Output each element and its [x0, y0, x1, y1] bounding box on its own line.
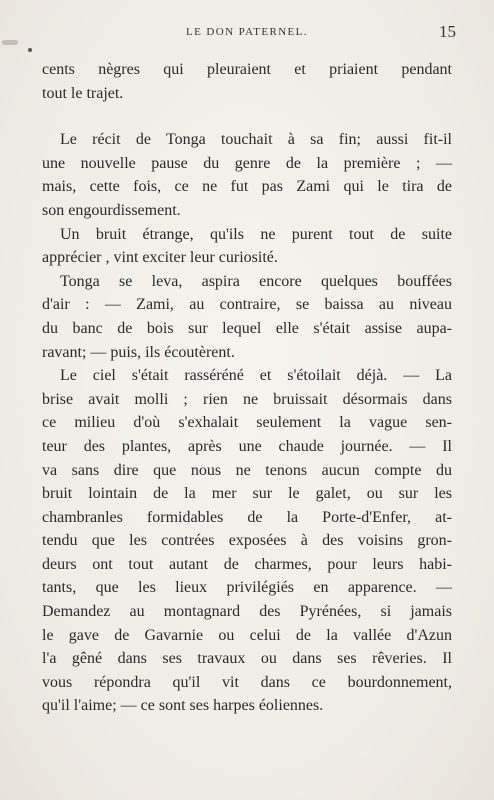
- page-number: 15: [439, 22, 456, 41]
- running-title: LE DON PATERNEL.: [186, 26, 308, 38]
- text-line: tout le trajet.: [42, 84, 124, 102]
- text-line: vous répondra qu'il vit dans ce bourdonnement,: [42, 673, 452, 691]
- running-head: [38, 22, 456, 42]
- text-line: Tonga se leva, aspira encore quelques bouffées: [60, 272, 452, 290]
- text-line: deurs ont tout autant de charmes, pour leurs habi-: [42, 555, 452, 573]
- paragraph-1: [42, 58, 452, 105]
- text-line: brise avait molli ; rien ne bruissait désormais dans: [42, 390, 452, 408]
- text-line: du banc de bois sur lequel elle s'était assise aupa-: [42, 319, 452, 337]
- text-line: Le ciel s'était rasséréné et s'étoilait déjà. — La: [60, 367, 452, 385]
- text-line: ce milieu d'où s'exhalait seulement la vague sen-: [42, 414, 452, 432]
- paragraph-5: [42, 364, 452, 718]
- text-line: Le récit de Tonga touchait à sa fin; aussi fit-il: [60, 131, 452, 149]
- text-line: le gave de Gavarnie ou celui de la vallée d'Azun: [42, 626, 452, 644]
- paragraph-4: [42, 270, 452, 364]
- text-line: tants, que les lieux privilégiés en apparence. —: [42, 579, 452, 597]
- paragraph-3: [42, 223, 452, 270]
- text-line: une nouvelle pause du genre de la première ; —: [42, 154, 452, 172]
- body-text: [42, 58, 452, 718]
- ink-smudge: [2, 40, 18, 45]
- text-line: son engourdissement.: [42, 201, 181, 219]
- text-line: teur des plantes, après une chaude journée. — Il: [42, 437, 452, 455]
- text-line: tendu que les contrées exposées à des voisins gron-: [42, 532, 452, 550]
- text-line: Demandez au montagnard des Pyrénées, si jamais: [42, 603, 452, 621]
- text-line: chambranles formidables de la Porte-d'Enfer, at-: [42, 508, 452, 526]
- text-line: va sans dire que nous ne tenons aucun compte du: [42, 461, 452, 479]
- ink-dot: [28, 48, 32, 52]
- text-line: cents nègres qui pleuraient et priaient pendant: [42, 61, 452, 78]
- text-line: Un bruit étrange, qu'ils ne purent tout de suite: [60, 225, 452, 243]
- text-line: ravant; — puis, ils écoutèrent.: [42, 343, 235, 361]
- paragraph-2: [42, 128, 452, 222]
- text-line: apprécier , vint exciter leur curiosité.: [42, 249, 278, 267]
- text-line: l'a gêné dans ses travaux ou dans ses rêveries. Il: [42, 650, 452, 668]
- text-line: mais, cette fois, ce ne fut pas Zami qui le tira de: [42, 178, 452, 196]
- text-line: qu'il l'aime; — ce sont ses harpes éoliennes.: [42, 697, 324, 715]
- text-line: d'air : — Zami, au contraire, se baissa au niveau: [42, 296, 452, 314]
- text-line: bruit lointain de la mer sur le galet, ou sur les: [42, 485, 452, 503]
